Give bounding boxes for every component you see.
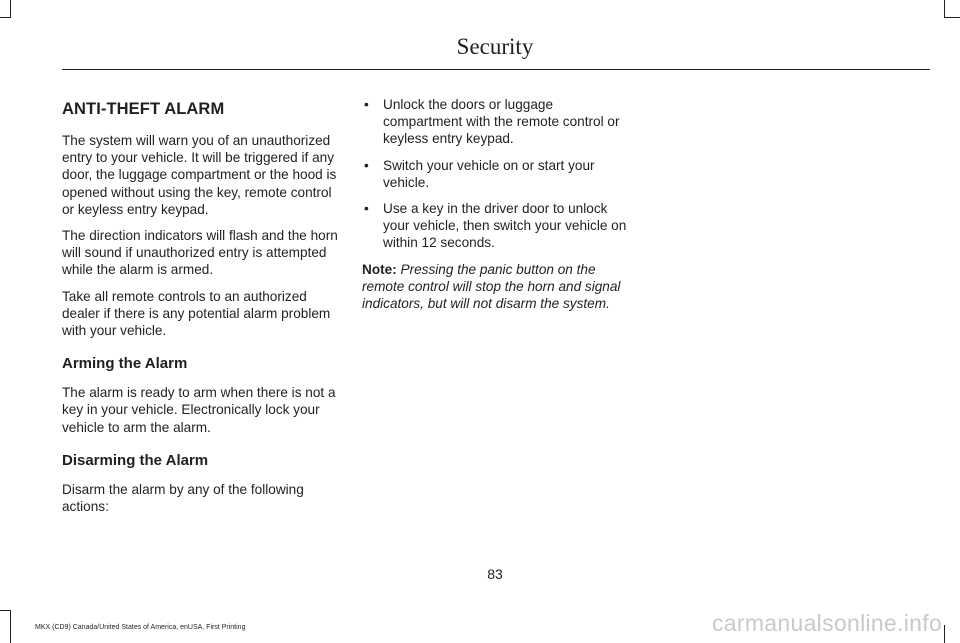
disarming-heading: Disarming the Alarm bbox=[62, 451, 209, 469]
arming-text: The alarm is ready to arm when there is not a key in your vehicle. Electronically lock your vehicle to arm the alarm. bbox=[62, 385, 336, 435]
note-text: Pressing the panic button on the remote control will stop the horn and signal indicators, but will not disarm the system. bbox=[362, 261, 621, 312]
list-item bbox=[362, 200, 636, 252]
crop-mark-bottom-right-vertical bbox=[944, 625, 945, 643]
list-item-text: Unlock the doors or luggage compartment with the remote control or keyless entry keypad. bbox=[383, 97, 620, 147]
crop-mark-bottom-left-vertical bbox=[10, 610, 11, 643]
page-number: 83 bbox=[487, 566, 503, 582]
main-heading: ANTI-THEFT ALARM bbox=[62, 100, 225, 118]
arming-heading: Arming the Alarm bbox=[62, 355, 188, 373]
list-item bbox=[362, 96, 636, 148]
section-title: Security bbox=[456, 34, 534, 59]
right-column bbox=[362, 96, 636, 321]
left-column bbox=[62, 96, 338, 524]
intro-paragraph: The direction indicators will flash and the horn will sound if unauthorized entry is attempted while the alarm is armed. bbox=[62, 228, 338, 278]
crop-mark-bottom-left-horizontal bbox=[0, 610, 11, 611]
bullet-icon: • bbox=[364, 97, 369, 112]
crop-mark-top-right-horizontal bbox=[944, 17, 960, 18]
intro-paragraph: The system will warn you of an unauthorized entry to your vehicle. It will be triggered if any door, the luggage compartment or the hood is opened without using the key, remote control or keyless entry keypad. bbox=[62, 133, 337, 217]
crop-mark-top-left-horizontal bbox=[0, 17, 11, 18]
note bbox=[362, 261, 636, 313]
crop-mark-top-left-vertical bbox=[10, 0, 11, 17]
note-label: Note: bbox=[362, 261, 397, 277]
bullet-icon: • bbox=[364, 157, 369, 173]
list-item-text: Use a key in the driver door to unlock your vehicle, then switch your vehicle on within 12 seconds. bbox=[383, 201, 627, 251]
disarming-text: Disarm the alarm by any of the following actions: bbox=[62, 481, 304, 515]
intro-paragraph: Take all remote controls to an authorized dealer if there is any potential alarm problem with your vehicle. bbox=[62, 288, 331, 339]
crop-mark-top-right-vertical bbox=[944, 0, 945, 17]
list-item bbox=[362, 157, 636, 191]
printing-info: MKX (CD9) Canada/United States of America, enUSA, First Printing bbox=[35, 624, 246, 631]
watermark: carmanualsonline.info bbox=[712, 610, 943, 636]
list-item-text: Switch your vehicle on or start your vehicle. bbox=[383, 157, 595, 190]
bullet-icon: • bbox=[364, 201, 369, 217]
disarm-actions-list bbox=[362, 96, 636, 252]
header-divider bbox=[62, 69, 930, 70]
